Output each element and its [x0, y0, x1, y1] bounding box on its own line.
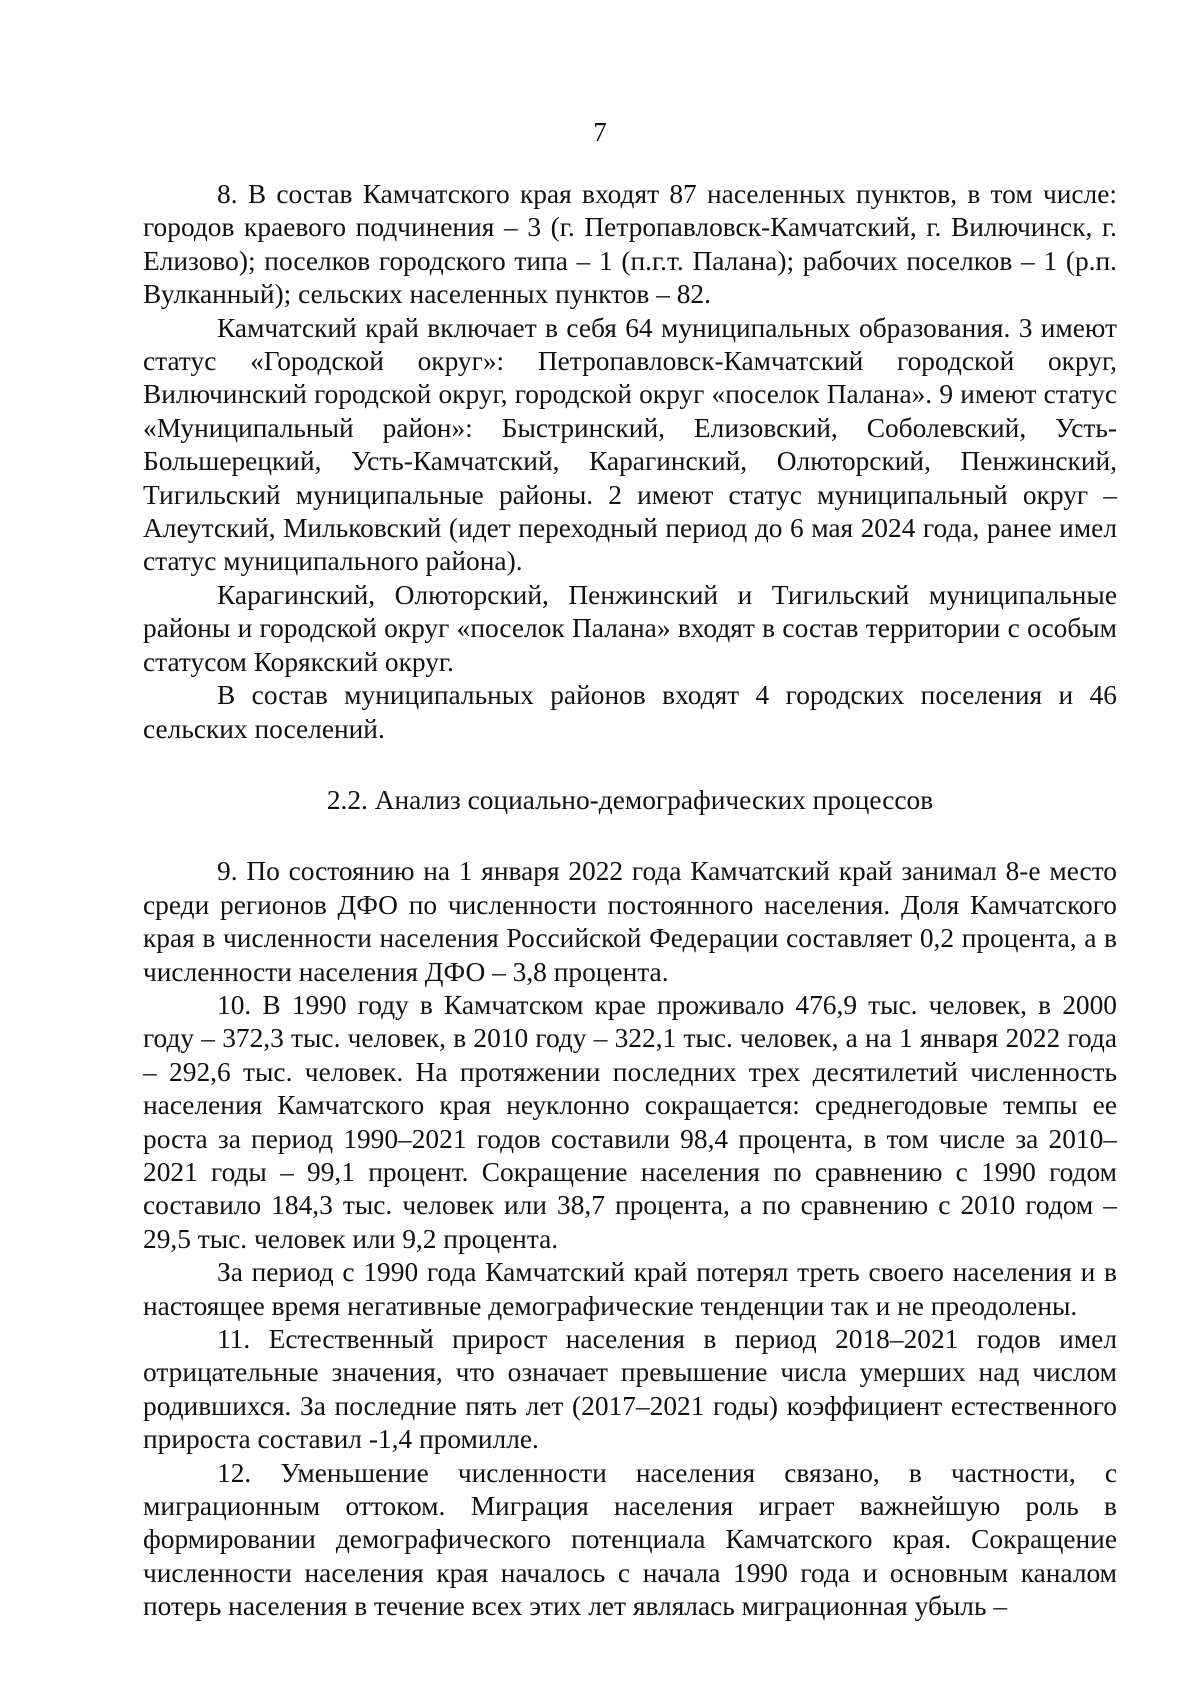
page-number: 7: [593, 117, 607, 147]
paragraph: 11. Естественный прирост населения в период 2018–2021 годов имел отрицательные значения, что означает превышение числа умерших над числом родившихся. За последние пять лет (2017–2021 годы) коэффициент естественного прироста составил -1,4 промилле.: [143, 1324, 1117, 1455]
paragraph: За период с 1990 года Камчатский край потерял треть своего населения и в настоящее время негативные демографические тенденции так и не преодолены.: [143, 1257, 1117, 1321]
paragraph: Камчатский край включает в себя 64 муниципальных образования. 3 имеют статус «Городской округ»: Петропавловск-Камчатский городской округ, Вилючинский городской округ, городской округ «поселок Палана». 9 имеют статус «Муниципальный район»: Быстринский, Елизовский, Соболевский, Усть-Большерецкий, Усть-Камчатский, Карагинский, Олюторский, Пенжинский, Тигильский муниципальные районы. 2 имеют статус муниципальный округ – Алеутский, Мильковский (идет переходный период до 6 мая 2024 года, ранее имел статус муниципального района).: [143, 312, 1117, 577]
paragraph: 8. В состав Камчатского края входят 87 населенных пунктов, в том числе: городов краевого подчинения – 3 (г. Петропавловск-Камчатский, г. Вилючинск, г. Елизово); поселков городского типа – 1 (п.г.т. Палана); рабочих поселков – 1 (р.п. Вулканный); сельских населенных пунктов – 82.: [143, 179, 1117, 310]
paragraph: Карагинский, Олюторский, Пенжинский и Тигильский муниципальные районы и городской округ «поселок Палана» входят в состав территории с особым статусом Корякский округ.: [143, 579, 1117, 677]
paragraph: 12. Уменьшение численности населения связано, в частности, с миграционным оттоком. Миграция населения играет важнейшую роль в формировании демографического потенциала Камчатского края. Сокращение численности населения края началось с начала 1990 года и основным каналом потерь населения в течение всех этих лет являлась миграционная убыль –: [143, 1457, 1117, 1622]
paragraph: В состав муниципальных районов входят 4 городских поселения и 46 сельских поселений.: [143, 680, 1117, 744]
paragraph: 10. В 1990 году в Камчатском крае проживало 476,9 тыс. человек, в 2000 году – 372,3 тыс. человек, в 2010 году – 322,1 тыс. человек, а на 1 января 2022 года – 292,6 тыс. человек. На протяжении последних трех десятилетий численность населения Камчатского края неуклонно сокращается: среднегодовые темпы ее роста за период 1990–2021 годов составили 98,4 процента, в том числе за 2010–2021 годы – 99,1 процент. Сокращение населения по сравнению с 1990 годом составило 184,3 тыс. человек или 38,7 процента, а по сравнению с 2010 годом – 29,5 тыс. человек или 9,2 процента.: [143, 989, 1117, 1254]
document-body: [143, 178, 1117, 1624]
paragraph: 9. По состоянию на 1 января 2022 года Камчатский край занимал 8-е место среди регионов ДФО по численности постоянного населения. Доля Камчатского края в численности населения Российской Федерации составляет 0,2 процента, а в численности населения ДФО – 3,8 процента.: [143, 856, 1117, 987]
section-heading: 2.2. Анализ социально-демографических процессов: [326, 784, 934, 815]
